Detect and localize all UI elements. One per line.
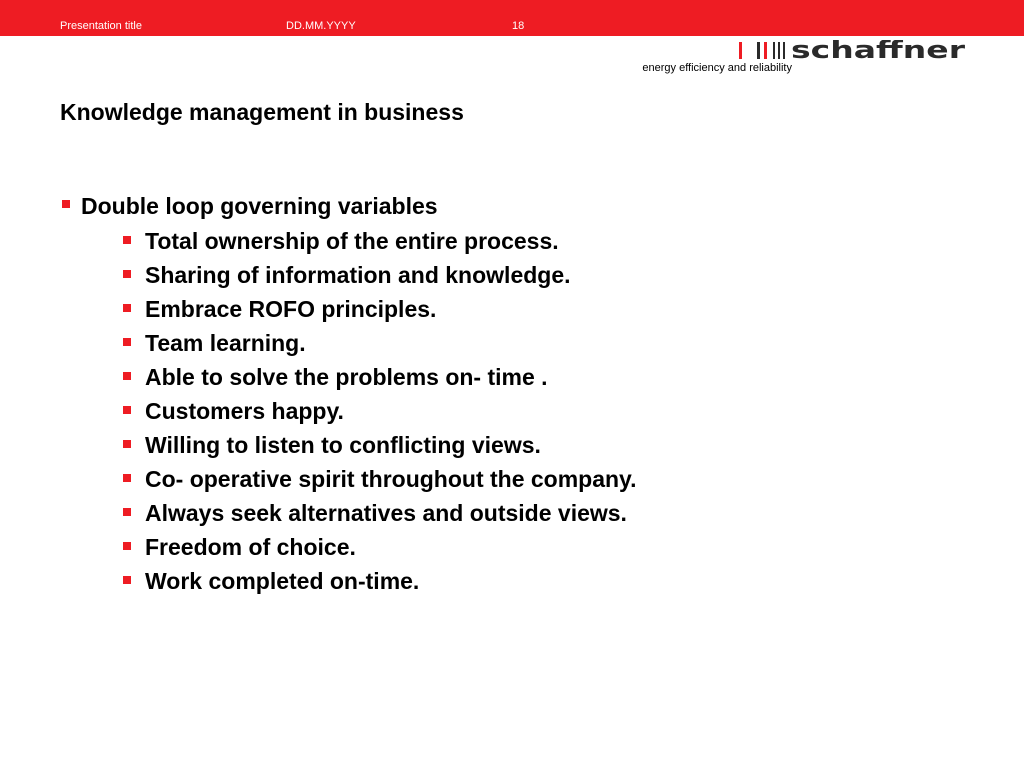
bullet-square-icon — [123, 576, 131, 584]
bullet-square-icon — [123, 542, 131, 550]
list-item — [81, 530, 637, 564]
list-item-text: Customers happy. — [145, 398, 344, 424]
schaffner-logo — [739, 40, 967, 60]
list-item — [81, 394, 637, 428]
list-item-text: Willing to listen to conflicting views. — [145, 432, 541, 458]
list-item-text: Total ownership of the entire process. — [145, 228, 559, 254]
svg-text:schaffner: schaffner — [791, 40, 966, 60]
list-item-text: Always seek alternatives and outside views. — [145, 500, 627, 526]
list-item-text: Freedom of choice. — [145, 534, 356, 560]
list-item-text: Work completed on-time. — [145, 568, 420, 594]
header-bar — [0, 0, 1024, 36]
list-item-text: Team learning. — [145, 330, 306, 356]
list-item — [81, 462, 637, 496]
sub-bullet-list — [81, 224, 637, 598]
list-item — [81, 496, 637, 530]
list-item — [81, 360, 637, 394]
list-item — [81, 224, 637, 258]
list-item-text: Co- operative spirit throughout the company. — [145, 466, 637, 492]
brand-tagline: energy efficiency and reliability — [642, 62, 792, 74]
bullet-square-icon — [123, 440, 131, 448]
presentation-date: DD.MM.YYYY — [286, 20, 356, 32]
list-item — [81, 428, 637, 462]
slide-title: Knowledge management in business — [60, 99, 464, 125]
list-item — [81, 292, 637, 326]
main-bullet — [60, 190, 637, 598]
bullet-square-icon — [123, 508, 131, 516]
page-number: 18 — [512, 20, 525, 32]
list-item-text: Able to solve the problems on- time . — [145, 364, 548, 390]
list-item — [81, 258, 637, 292]
bullet-square-icon — [123, 474, 131, 482]
presentation-title: Presentation title — [60, 20, 142, 32]
bullet-square-icon — [123, 270, 131, 278]
bullet-list — [60, 190, 637, 598]
bullet-square-icon — [123, 372, 131, 380]
list-item — [81, 326, 637, 360]
bullet-square-icon — [123, 304, 131, 312]
bullet-square-icon — [123, 236, 131, 244]
list-item-text: Sharing of information and knowledge. — [145, 262, 571, 288]
bullet-square-icon — [62, 200, 70, 208]
bullet-square-icon — [123, 406, 131, 414]
list-item — [81, 564, 637, 598]
bullet-square-icon — [123, 338, 131, 346]
list-item-text: Embrace ROFO principles. — [145, 296, 437, 322]
main-bullet-text: Double loop governing variables — [81, 193, 438, 219]
